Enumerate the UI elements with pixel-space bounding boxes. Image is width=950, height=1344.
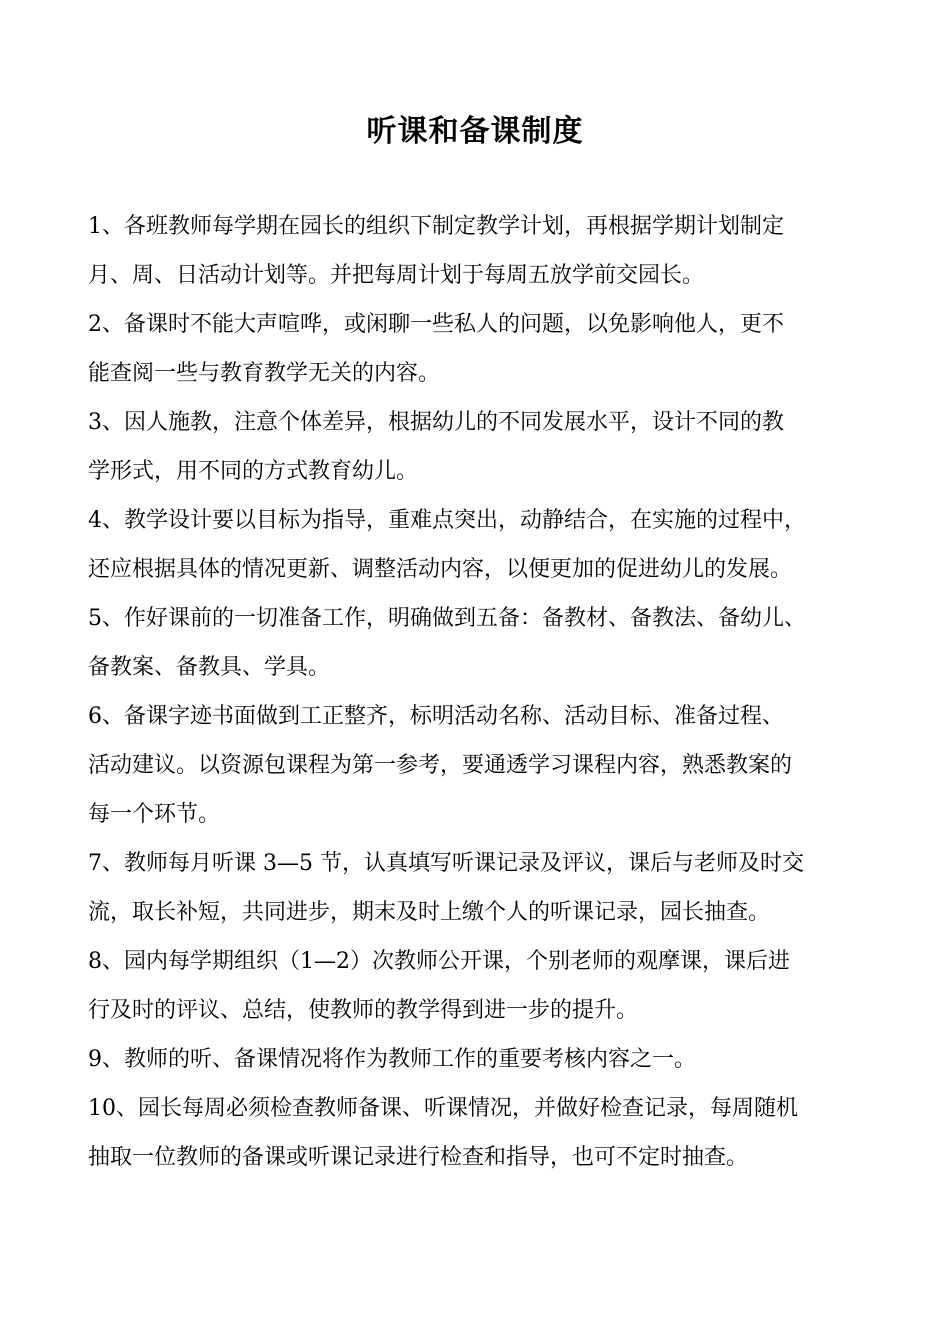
regulation-list: [88, 202, 862, 1182]
document-title: 听课和备课制度: [366, 114, 584, 149]
regulation-item-7: 7、教师每月听课 3—5 节，认真填写听课记录及评议，课后与老师及时交 流，取长补短，共同进步，期末及时上缴个人的听课记录，园长抽查。: [88, 851, 804, 925]
regulation-item-2: 2、备课时不能大声喧哗，或闲聊一些私人的问题，以免影响他人，更不 能查阅一些与教育教学无关的内容。: [88, 312, 784, 386]
regulation-item-10: 10、园长每周必须检查教师备课、听课情况，并做好检查记录，每周随机 抽取一位教师的备课或听课记录进行检查和指导，也可不定时抽查。: [88, 1096, 798, 1170]
regulation-item-6: 6、备课字迹书面做到工正整齐，标明活动名称、活动目标、准备过程、 活动建议。以资源包课程为第一参考，要通透学习课程内容，熟悉教案的 每一个环节。: [88, 704, 793, 827]
regulation-item-5: 5、作好课前的一切准备工作，明确做到五备：备教材、备教法、备幼儿、 备教案、备教具、学具。: [88, 606, 806, 680]
regulation-item-3: 3、因人施教，注意个体差异，根据幼儿的不同发展水平，设计不同的教 学形式，用不同的方式教育幼儿。: [88, 410, 784, 484]
regulation-item-4: 4、教学设计要以目标为指导，重难点突出，动静结合，在实施的过程中， 还应根据具体的情况更新、调整活动内容，以便更加的促进幼儿的发展。: [88, 508, 806, 582]
regulation-item-8: 8、园内每学期组织（1—2）次教师公开课，个别老师的观摩课，课后进 行及时的评议、总结，使教师的教学得到进一步的提升。: [88, 949, 790, 1023]
regulation-item-9: 9、教师的听、备课情况将作为教师工作的重要考核内容之一。: [88, 1047, 696, 1072]
regulation-item-1: 1、各班教师每学期在园长的组织下制定教学计划，再根据学期计划制定 月、周、日活动计划等。并把每周计划于每周五放学前交园长。: [88, 214, 784, 288]
